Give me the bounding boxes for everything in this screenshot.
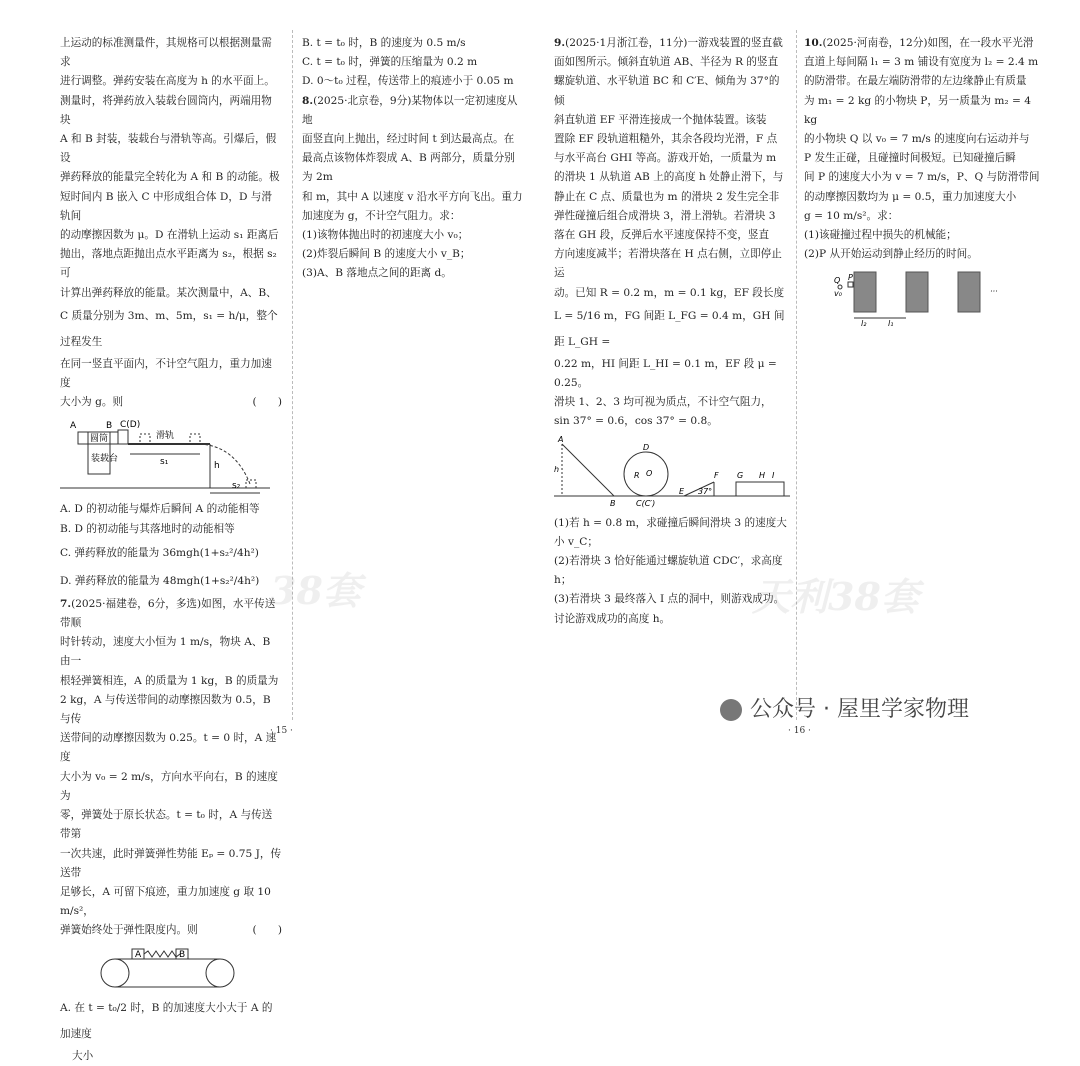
intro-line: 上运动的标准测量件，其规格可以根据测量需求 <box>60 37 272 69</box>
fig-e: E <box>679 486 685 496</box>
fig-o: O <box>646 468 653 478</box>
trajectory <box>200 444 250 484</box>
right-col2 <box>804 34 1040 332</box>
q10-line-first <box>804 34 1040 53</box>
q7-line-first <box>60 595 282 633</box>
fig-a: A <box>558 435 564 444</box>
q9-sub: 讨论游戏成功的高度 h。 <box>554 612 671 625</box>
block-b <box>110 432 118 444</box>
q7-line: 送带间的动摩擦因数为 0.25。t = 0 时，A 速度 <box>60 732 277 764</box>
fig-r: R <box>634 470 640 480</box>
q9-line: 方向速度减半；若滑块落在 H 点右侧，立即停止运 <box>554 248 782 280</box>
q10-line: (2025·河南卷，12分)如图，在一段水平光滑 <box>822 37 1034 49</box>
q10-line: g = 10 m/s²。求： <box>804 209 899 222</box>
launcher-figure <box>60 416 280 496</box>
antislip-figure <box>824 268 1024 328</box>
fig-hpt: H <box>759 470 766 480</box>
q9-line: 动。已知 R = 0.2 m，m = 0.1 kg，EF 段长度 <box>554 286 785 299</box>
intro-line: 测量时，将弹药放入装载台圆筒内，两端用物块 <box>60 94 272 126</box>
q7-line: 根轻弹簧相连，A 的质量为 1 kg，B 的质量为 <box>60 674 279 687</box>
q8-line: (2025·北京卷，9分)某物体以一定初速度从地 <box>302 94 518 126</box>
conveyor-label-b: B <box>179 949 186 960</box>
q7-last-line <box>60 921 282 940</box>
q8-line: (1)该物体抛出时的初速度大小 v₀； <box>302 229 469 242</box>
intro-line: 大小为 g。则 <box>60 396 124 409</box>
q9-line: 弹性碰撞后组合成滑块 3，滑上滑轨。若滑块 3 <box>554 209 776 222</box>
d-at-edge <box>190 434 200 444</box>
d-on-rail <box>140 434 150 444</box>
wechat-footer <box>720 692 969 723</box>
q7-line: 2 kg，A 与传送带间的动摩擦因数为 0.5，B 与传 <box>60 693 271 726</box>
q10-line: 间 P 的速度大小为 v = 7 m/s，P、Q 与防滑带间 <box>804 171 1040 184</box>
q8-line: 面竖直向上抛出，经过时间 t 到达最高点。在 <box>302 133 515 146</box>
q7-line: 弹簧始终处于弹性限度内。则 <box>60 924 198 937</box>
q10-number: 10. <box>804 37 823 49</box>
label-a: A <box>70 421 77 432</box>
fig-b: B <box>610 498 616 508</box>
q7-option-c: C. t = t₀ 时，弹簧的压缩量为 0.2 m <box>302 56 478 69</box>
strip-1 <box>854 272 876 312</box>
intro-line: 进行调整。弹药安装在高度为 h 的水平面上。 <box>60 75 275 88</box>
page-number: · 15 · <box>270 726 293 736</box>
right-col1 <box>554 34 790 629</box>
fig-d: D <box>643 442 650 452</box>
q9-number: 9. <box>554 37 566 49</box>
d-landed <box>246 480 256 488</box>
option-b: B. D 的初动能与其落地时的动能相等 <box>60 522 235 535</box>
q10-line: 的防滑带。在最左端防滑带的左边缘静止有质量 <box>804 75 1027 88</box>
fig-f: F <box>714 470 719 480</box>
left-col1 <box>60 34 282 1066</box>
conveyor-label-a: A <box>135 949 142 960</box>
intro-line: 弹药释放的能量完全转化为 A 和 B 的动能。极 <box>60 171 280 184</box>
q9-line: 滑块 1、2、3 均可视为质点，不计空气阻力， <box>554 396 772 409</box>
q10-line: 的小物块 Q 以 v₀ = 7 m/s 的速度向右运动并与 <box>804 133 1030 146</box>
q9-line: sin 37° = 0.6，cos 37° = 0.8。 <box>554 415 718 428</box>
answer-paren: ( ) <box>252 396 282 409</box>
page-right <box>540 0 1080 750</box>
q8-line-first <box>302 92 524 130</box>
label-h: h <box>214 461 220 472</box>
intro-line: 短时间内 B 嵌入 C 中形成组合体 D，D 与滑轨间 <box>60 190 272 222</box>
column-divider <box>292 30 293 720</box>
wechat-text: 公众号 · 屋里学家物理 <box>750 697 969 722</box>
label-s2: s₂ <box>232 481 241 492</box>
q9-line: (2025·1月浙江卷，11分)一游戏装置的竖直截 <box>565 37 783 49</box>
intro-line: 抛出，落地点距抛出点水平距离为 s₂，根据 s₂ 可 <box>60 248 277 280</box>
left-col2 <box>302 34 524 284</box>
block-a <box>78 432 88 444</box>
fig-i: I <box>772 470 775 480</box>
q9-line: L = 5/16 m，FG 间距 L_FG = 0.4 m，GH 间距 L_GH = <box>554 309 785 348</box>
intro-line: 计算出弹药释放的能量。某次测量中，A、B、 <box>60 286 277 299</box>
q10-line: (2)P 从开始运动到静止经历的时间。 <box>804 248 978 261</box>
label-v0: v₀ <box>834 289 842 299</box>
q9-line: 斜直轨道 EF 平滑连接成一个抛体装置。该装 <box>554 113 767 126</box>
q7-number: 7. <box>60 597 72 610</box>
strip-3 <box>958 272 980 312</box>
q7-option-d: D. 0～t₀ 过程，传送带上的痕迹小于 0.05 m <box>302 75 514 88</box>
q10-line: 直道上每间隔 l₁ = 3 m 铺设有宽度为 l₂ = 2.4 m <box>804 56 1039 69</box>
q7-line: 足够长，A 可留下痕迹，重力加速度 g 取 10 m/s²， <box>60 885 271 918</box>
q9-line: 面如图所示。倾斜直轨道 AB、半径为 R 的竖直 <box>554 56 779 69</box>
left-pulley <box>101 959 129 987</box>
label-l1: l₁ <box>888 319 894 329</box>
watermark: 天利38套 <box>752 574 919 619</box>
platform-ghi <box>736 482 784 496</box>
label-p: P <box>848 273 853 283</box>
q8-line: 和 m，其中 A 以速度 v 沿水平方向飞出。重力 <box>302 190 523 203</box>
q9-line: 与水平高台 GHI 等高。游戏开始，一质量为 m <box>554 152 777 165</box>
q7-line: 时针转动，速度大小恒为 1 m/s，物块 A、B 由一 <box>60 636 271 668</box>
block-cd <box>118 430 128 444</box>
label-dots: ··· <box>990 287 998 297</box>
label-rail: 滑轨 <box>156 431 175 442</box>
conveyor-figure <box>60 945 280 991</box>
label-q: Q <box>834 276 841 286</box>
label-b: B <box>106 421 113 432</box>
q7-option-a-cont: 大小 <box>72 1049 94 1062</box>
intro-line: A 和 B 封装，装载台与滑轨等高。引爆后，假设 <box>60 133 277 165</box>
label-cd: C(D) <box>120 420 141 431</box>
label-cylinder: 圆筒 <box>90 434 109 445</box>
page-left <box>0 0 540 1062</box>
q9-line: 落在 GH 段，反弹后水平速度保持不变，竖直 <box>554 229 770 242</box>
q8-line: (3)A、B 落地点之间的距离 d。 <box>302 267 452 280</box>
fig-c: C(C′) <box>636 498 656 508</box>
label-s1: s₁ <box>160 457 169 468</box>
intro-line: 的动摩擦因数为 μ。D 在滑轨上运动 s₁ 距离后 <box>60 229 279 242</box>
q9-sub: (1)若 h = 0.8 m，求碰撞后瞬间滑块 3 的速度大 <box>554 516 787 529</box>
q7-line: 大小为 v₀ = 2 m/s，方向水平向右，B 的速度为 <box>60 770 278 802</box>
q9-line: 0.22 m，HI 间距 L_HI = 0.1 m，EF 段 μ = 0.25。 <box>554 357 777 390</box>
incline-ab <box>562 444 614 496</box>
q9-line-first <box>554 34 790 53</box>
intro-line: 在同一竖直平面内，不计空气阻力，重力加速度 <box>60 357 272 390</box>
intro-line: C 质量分别为 3m、m、5m，s₁ = h/μ，整个过程发生 <box>60 309 278 348</box>
q8-line: (2)炸裂后瞬间 B 的速度大小 v_B； <box>302 248 471 261</box>
q8-line: 加速度为 g，不计空气阻力。求： <box>302 209 461 222</box>
q7-line: 一次共速，此时弹簧弹性势能 Eₚ = 0.75 J，传送带 <box>60 847 282 879</box>
option-d: D. 弹药释放的能量为 48mgh(1+s₂²/4h²) <box>60 574 260 587</box>
q7-option-b: B. t = t₀ 时，B 的速度为 0.5 m/s <box>302 37 466 49</box>
option-a: A. D 的初动能与爆炸后瞬间 A 的动能相等 <box>60 503 260 516</box>
q7-option-a: A. 在 t = t₀/2 时，B 的加速度大小大于 A 的加速度 <box>60 1001 273 1040</box>
q7-line: (2025·福建卷，6分，多选)如图，水平传送带顺 <box>60 597 276 630</box>
q10-line: 为 m₁ = 2 kg 的小物块 P，另一质量为 m₂ = 4 kg <box>804 94 1031 126</box>
block-p <box>848 282 853 287</box>
q10-line: P 发生正碰，且碰撞时间极短。已知碰撞后瞬 <box>804 152 1016 165</box>
q9-line: 螺旋轨道、水平轨道 BC 和 C′E、倾角为 37°的倾 <box>554 75 780 107</box>
track-figure <box>554 436 790 510</box>
q9-sub: 小 v_C； <box>554 535 598 548</box>
watermark: 38套 <box>270 568 361 613</box>
spring <box>144 951 180 957</box>
q9-sub: (3)若滑块 3 最终落入 I 点的洞中，则游戏成功。 <box>554 593 785 606</box>
q8-number: 8. <box>302 94 314 107</box>
q7-line: 零，弹簧处于原长状态。t = t₀ 时，A 与传送带第 <box>60 809 273 841</box>
q9-line: 置除 EF 段轨道粗糙外，其余各段均光滑，F 点 <box>554 133 778 146</box>
q9-line: 静止在 C 点、质量也为 m 的滑块 2 发生完全非 <box>554 190 780 203</box>
q10-line: (1)该碰撞过程中损失的机械能； <box>804 229 957 242</box>
label-stage: 装载台 <box>91 454 119 465</box>
fig-angle: 37° <box>698 486 713 496</box>
strip-2 <box>906 272 928 312</box>
intro-last-line <box>60 393 282 412</box>
answer-paren: ( ) <box>252 924 282 937</box>
q9-sub: (2)若滑块 3 恰好能通过螺旋轨道 CDC′，求高度 h； <box>554 555 783 587</box>
right-pulley <box>206 959 234 987</box>
q10-line: 的动摩擦因数均为 μ = 0.5，重力加速度大小 <box>804 190 1017 203</box>
fig-g: G <box>737 470 744 480</box>
fig-h: h <box>554 464 560 474</box>
q8-line: 最高点该物体炸裂成 A、B 两部分，质量分别为 2m <box>302 152 515 184</box>
wechat-icon <box>720 699 742 721</box>
option-c: C. 弹药释放的能量为 36mgh(1+s₂²/4h²) <box>60 546 259 559</box>
page-number: · 16 · <box>788 726 811 736</box>
q9-line: 的滑块 1 从轨道 AB 上的高度 h 处静止滑下，与 <box>554 171 784 184</box>
label-l2: l₂ <box>861 319 867 329</box>
